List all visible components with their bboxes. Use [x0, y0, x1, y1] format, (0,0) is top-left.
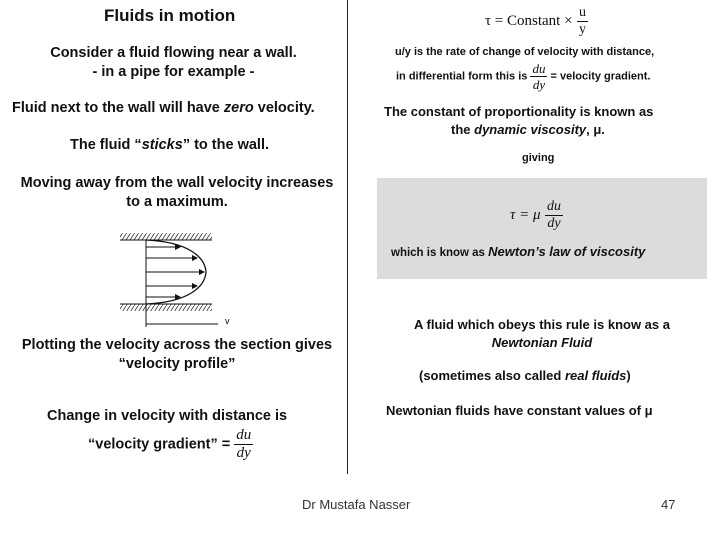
real-em: real fluids: [564, 368, 627, 383]
diff-num: du: [532, 61, 546, 76]
sticks-em: sticks: [141, 137, 183, 153]
axis-label-v: v: [225, 316, 230, 326]
constant-line-2: [384, 121, 653, 139]
gradient-fraction: [234, 428, 253, 461]
sticks-pre: The fluid “: [70, 137, 142, 153]
change-text: Change in velocity with distance is: [47, 408, 288, 424]
gradient-den: dy: [236, 445, 251, 461]
moving-line-2: to a maximum.: [126, 194, 228, 210]
tau-constant-formula: [485, 6, 588, 37]
newton-eq: τ = μ: [510, 207, 541, 223]
newton-num: du: [546, 199, 561, 214]
constant-text: [384, 103, 653, 139]
obeys-line-2: Newtonian Fluid: [491, 335, 593, 350]
diff-post: = velocity gradient.: [550, 70, 651, 83]
uy-text: u/y is the rate of change of velocity with distance,: [395, 46, 655, 58]
newton-den: dy: [547, 216, 561, 231]
moving-line-1: Moving away from the wall velocity increases: [20, 175, 334, 191]
zero-velocity-post: velocity.: [253, 100, 315, 116]
column-divider: [347, 0, 348, 474]
bottom-wall: [120, 304, 212, 311]
real-fluids-text: [419, 368, 631, 383]
zero-velocity-pre: Fluid next to the wall will have: [12, 100, 224, 116]
constant-line-2-em: dynamic viscosity: [474, 122, 587, 137]
plotting-line-1: Plotting the velocity across the section gives: [21, 337, 333, 353]
tau-num: u: [579, 5, 586, 20]
newton-em: Newton’s law of viscosity: [488, 244, 646, 259]
plotting-line-2: “velocity profile”: [118, 356, 236, 372]
newton-pre: which is know as: [391, 247, 489, 259]
newton-law-text: [391, 243, 645, 261]
tau-fraction: [577, 6, 588, 37]
constant-line-2-pre: the: [451, 122, 475, 137]
top-wall: [120, 233, 212, 240]
real-pre: (sometimes also called: [419, 368, 565, 383]
obeys-line-1: A fluid which obeys this rule is know as a: [414, 317, 670, 332]
zero-velocity-text: [12, 100, 315, 116]
differential-text: [396, 62, 650, 91]
diff-fraction: [530, 62, 547, 91]
sticks-text: [70, 137, 269, 153]
constant-values-text: Newtonian fluids have constant values of μ: [386, 403, 653, 418]
consider-line-2: - in a pipe for example -: [92, 64, 255, 80]
sticks-post: ” to the wall.: [182, 137, 270, 153]
diff-pre: in differential form this is: [396, 70, 528, 83]
consider-text: [0, 44, 347, 82]
constant-line-1: The constant of proportionality is known as: [384, 104, 654, 119]
constant-line-2-post: , μ.: [586, 122, 605, 137]
real-post: ): [626, 368, 631, 383]
gradient-label: “velocity gradient” =: [88, 436, 231, 453]
footer-author: Dr Mustafa Nasser: [302, 497, 411, 512]
gradient-num: du: [236, 427, 252, 443]
zero-velocity-em: zero: [223, 100, 254, 116]
velocity-profile-diagram: [110, 228, 250, 330]
tau-eq: τ = Constant ×: [485, 13, 573, 29]
plotting-text: [0, 336, 354, 374]
newton-fraction: [545, 200, 563, 231]
slide-title: Fluids in motion: [104, 6, 236, 25]
consider-line-1: Consider a fluid flowing near a wall.: [50, 45, 297, 61]
obeys-text: [377, 316, 707, 352]
newton-formula: [510, 200, 563, 231]
diff-den: dy: [532, 77, 546, 92]
page-number: 47: [661, 497, 676, 512]
moving-text: [0, 174, 354, 212]
velocity-gradient-formula: [88, 428, 253, 461]
giving-text: giving: [522, 152, 555, 164]
tau-den: y: [579, 22, 586, 37]
